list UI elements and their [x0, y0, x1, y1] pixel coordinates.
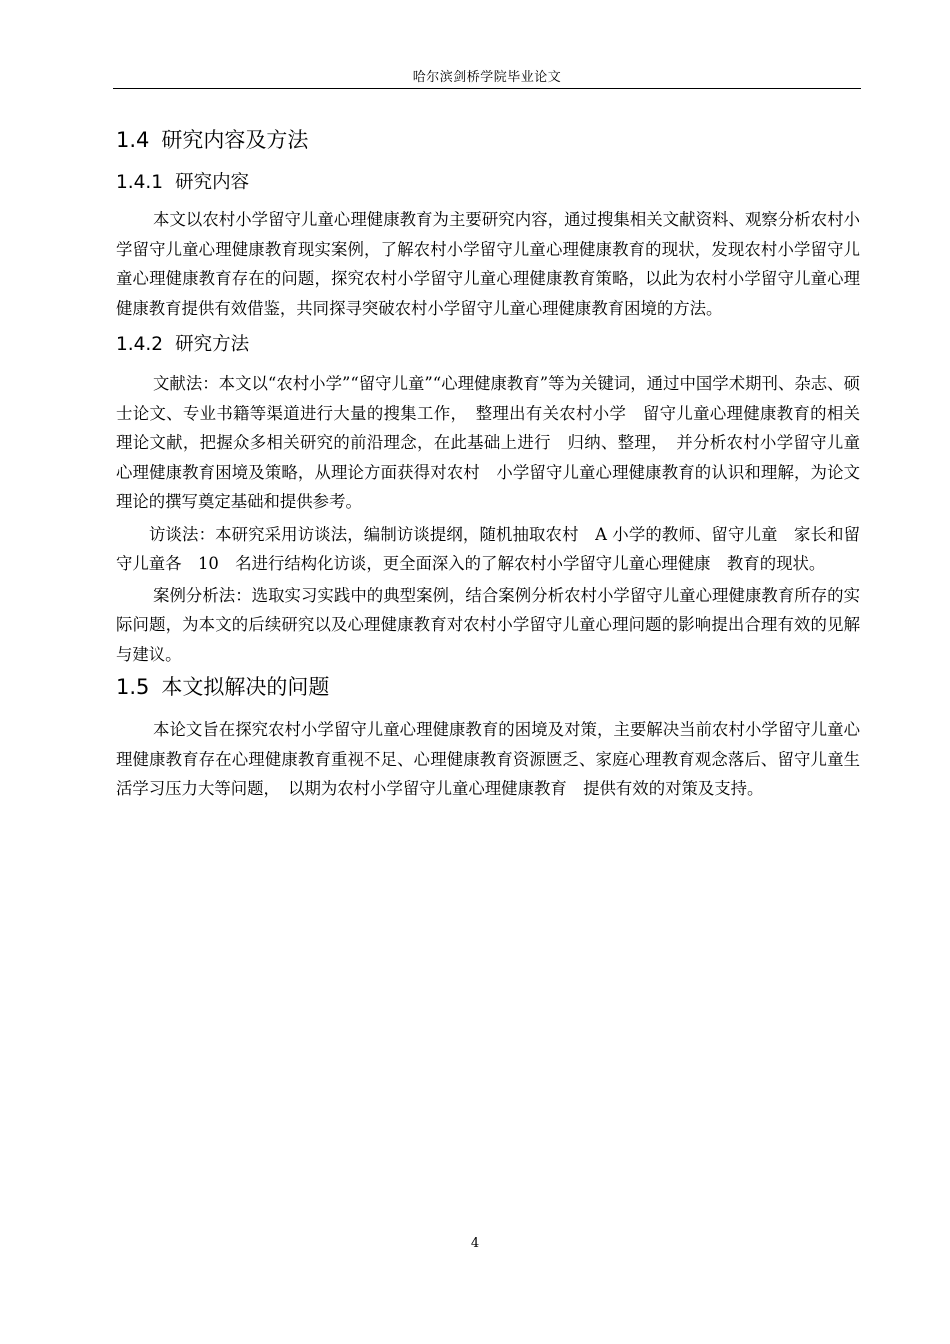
paragraph-case-analysis-method: 案例分析法：选取实习实践中的典型案例，结合案例分析农村小学留守儿童心理健康教育所存的实际问题，为本文的后续研究以及心理健康教育对农村小学留守儿童心理问题的影响提出合理有效的见解与建议。 — [116, 585, 860, 664]
section-heading-1-5 — [116, 671, 860, 703]
section-title: 本文拟解决的问题 — [161, 675, 330, 699]
section-heading-1-4 — [116, 124, 860, 156]
paragraph-interview-method: 访谈法：本研究采用访谈法，编制访谈提纲，随机抽取农村 A 小学的教师、留守儿童 家长和留守儿童各 10 名进行结构化访谈，更全面深入的了解农村小学留守儿童心理健康 教育的现状。 — [116, 524, 860, 573]
paragraph-problems-to-solve: 本论文旨在探究农村小学留守儿童心理健康教育的困境及对策，主要解决当前农村小学留守儿童心理健康教育存在心理健康教育重视不足、心理健康教育资源匮乏、家庭心理教育观念落后、留守儿童生活学习压力大等问题， 以期为农村小学留守儿童心理健康教育 提供有效的对策及支持。 — [116, 720, 860, 798]
page-body — [116, 124, 860, 804]
paragraph-literature-method: 文献法：本文以“农村小学”“留守儿童”“心理健康教育”等为关键词，通过中国学术期刊、杂志、硕士论文、专业书籍等渠道进行大量的搜集工作， 整理出有关农村小学 留守儿童心理健康教育的相关理论文献，把握众多相关研究的前沿理念，在此基础上进行 归纳、整理， 并分析农村小学留守儿童心理健康教育困境及策略，从理论方面获得对农村 小学留守儿童心理健康教育的认识和理解，为论文理论的撰写奠定基础和提供参考。 — [116, 374, 860, 511]
subsection-number: 1.4.2 — [116, 334, 164, 355]
header-rule — [113, 88, 861, 89]
section-number: 1.4 — [116, 128, 150, 152]
section-number: 1.5 — [116, 675, 150, 699]
subsection-heading-1-4-1 — [116, 169, 860, 197]
subsection-title: 研究方法 — [175, 334, 250, 355]
running-header: 哈尔滨剑桥学院毕业论文 — [412, 70, 562, 85]
page-number: 4 — [470, 1236, 480, 1251]
section-title: 研究内容及方法 — [161, 128, 309, 152]
subsection-number: 1.4.1 — [116, 172, 164, 193]
subsection-heading-1-4-2 — [116, 331, 860, 359]
subsection-title: 研究内容 — [175, 172, 250, 193]
paragraph-research-content: 本文以农村小学留守儿童心理健康教育为主要研究内容，通过搜集相关文献资料、观察分析农村小学留守儿童心理健康教育现实案例，了解农村小学留守儿童心理健康教育的现状，发现农村小学留守儿童心理健康教育存在的问题，探究农村小学留守儿童心理健康教育策略，以此为农村小学留守儿童心理健康教育提供有效借鉴，共同探寻突破农村小学留守儿童心理健康教育困境的方法。 — [116, 210, 860, 318]
